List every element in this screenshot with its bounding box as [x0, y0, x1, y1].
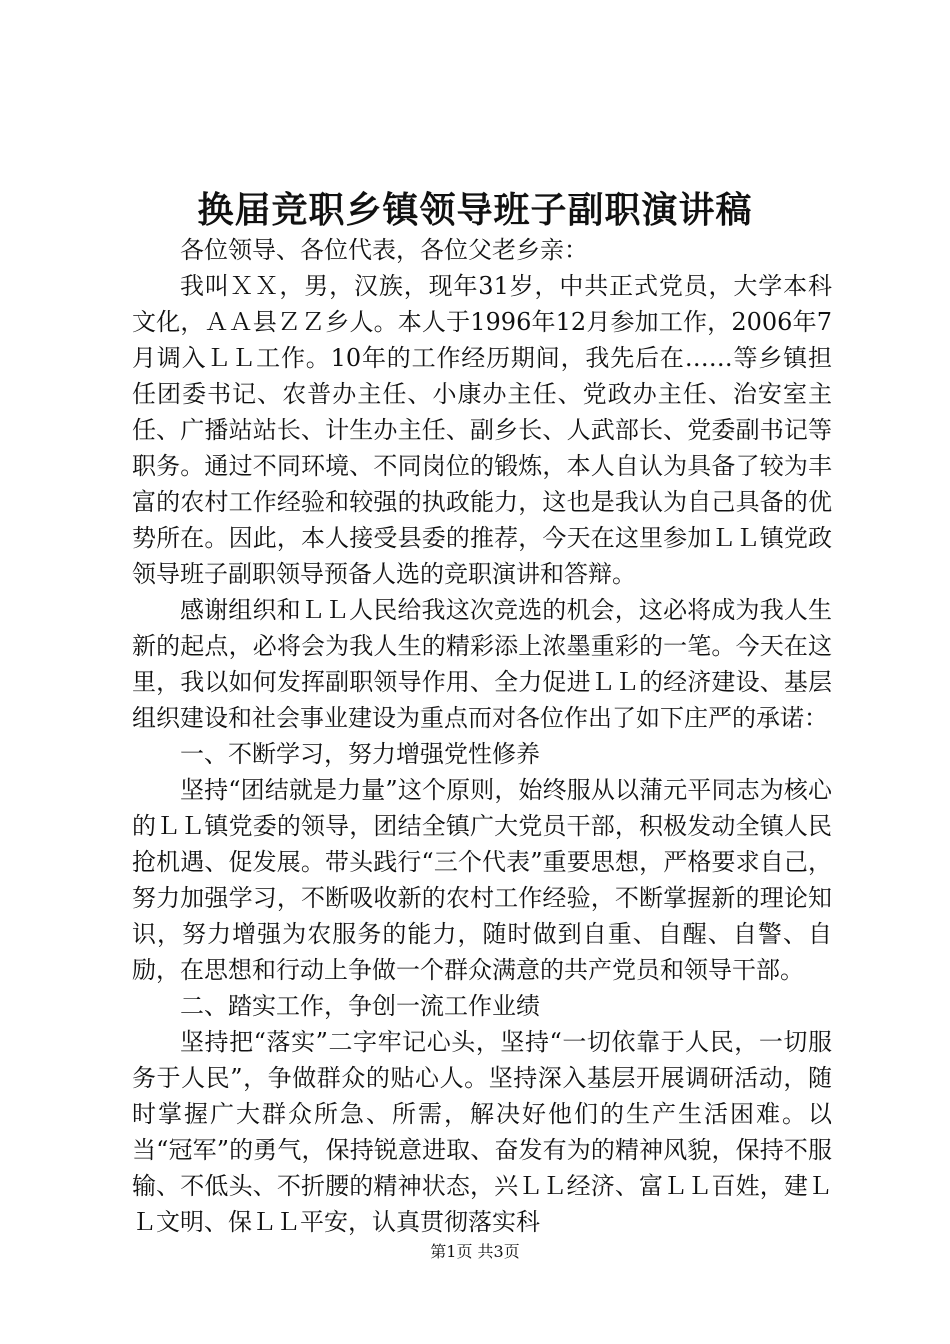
- section-heading-2: 二、踏实工作，争创一流工作业绩: [180, 992, 540, 1020]
- section-heading-1: 一、不断学习，努力增强党性修养: [180, 740, 540, 768]
- thanks-paragraph: 感谢组织和ＬＬ人民给我这次竞选的机会，这必将成为我人生新的起点，必将会为我人生的精彩添上浓墨重彩的一笔。今天在这里，我以如何发挥副职领导作用、全力促进ＬＬ的经济建设、基层组织建设和社会事业建设为重点而对各位作出了如下庄严的承诺：: [132, 596, 832, 732]
- document-body: [132, 232, 832, 1240]
- document-title: 换届竞职乡镇领导班子副职演讲稿: [197, 189, 753, 231]
- section-2-paragraph: 坚持把“落实”二字牢记心头，坚持“一切依靠于人民，一切服务于人民”，争做群众的贴心人。坚持深入基层开展调研活动，随时掌握广大群众所急、所需，解决好他们的生产生活困难。以当“冠军”的勇气，保持锐意进取、奋发有为的精神风貌，保持不服输、不低头、不折腰的精神状态，兴ＬＬ经济、富ＬＬ百姓，建ＬＬ文明、保ＬＬ平安，认真贯彻落实科: [132, 1028, 832, 1236]
- salutation-paragraph: 各位领导、各位代表，各位父老乡亲：: [180, 236, 588, 264]
- page-footer: 第1页 共3页: [430, 1242, 520, 1261]
- introduction-paragraph: 我叫ＸＸ，男，汉族，现年31岁，中共正式党员，大学本科文化，ＡＡ县ＺＺ乡人。本人于1996年12月参加工作，2006年7月调入ＬＬ工作。10年的工作经历期间，我先后在……等乡镇担任团委书记、农普办主任、小康办主任、党政办主任、治安室主任、广播站站长、计生办主任、副乡长、人武部长、党委副书记等职务。通过不同环境、不同岗位的锻炼，本人自认为具备了较为丰富的农村工作经验和较强的执政能力，这也是我认为自己具备的优势所在。因此，本人接受县委的推荐，今天在这里参加ＬＬ镇党政领导班子副职领导预备人选的竞职演讲和答辩。: [132, 272, 832, 588]
- section-1-paragraph: 坚持“团结就是力量”这个原则，始终服从以蒲元平同志为核心的ＬＬ镇党委的领导，团结全镇广大党员干部，积极发动全镇人民抢机遇、促发展。带头践行“三个代表”重要思想，严格要求自己，努力加强学习，不断吸收新的农村工作经验，不断掌握新的理论知识，努力增强为农服务的能力，随时做到自重、自醒、自警、自励，在思想和行动上争做一个群众满意的共产党员和领导干部。: [132, 776, 832, 984]
